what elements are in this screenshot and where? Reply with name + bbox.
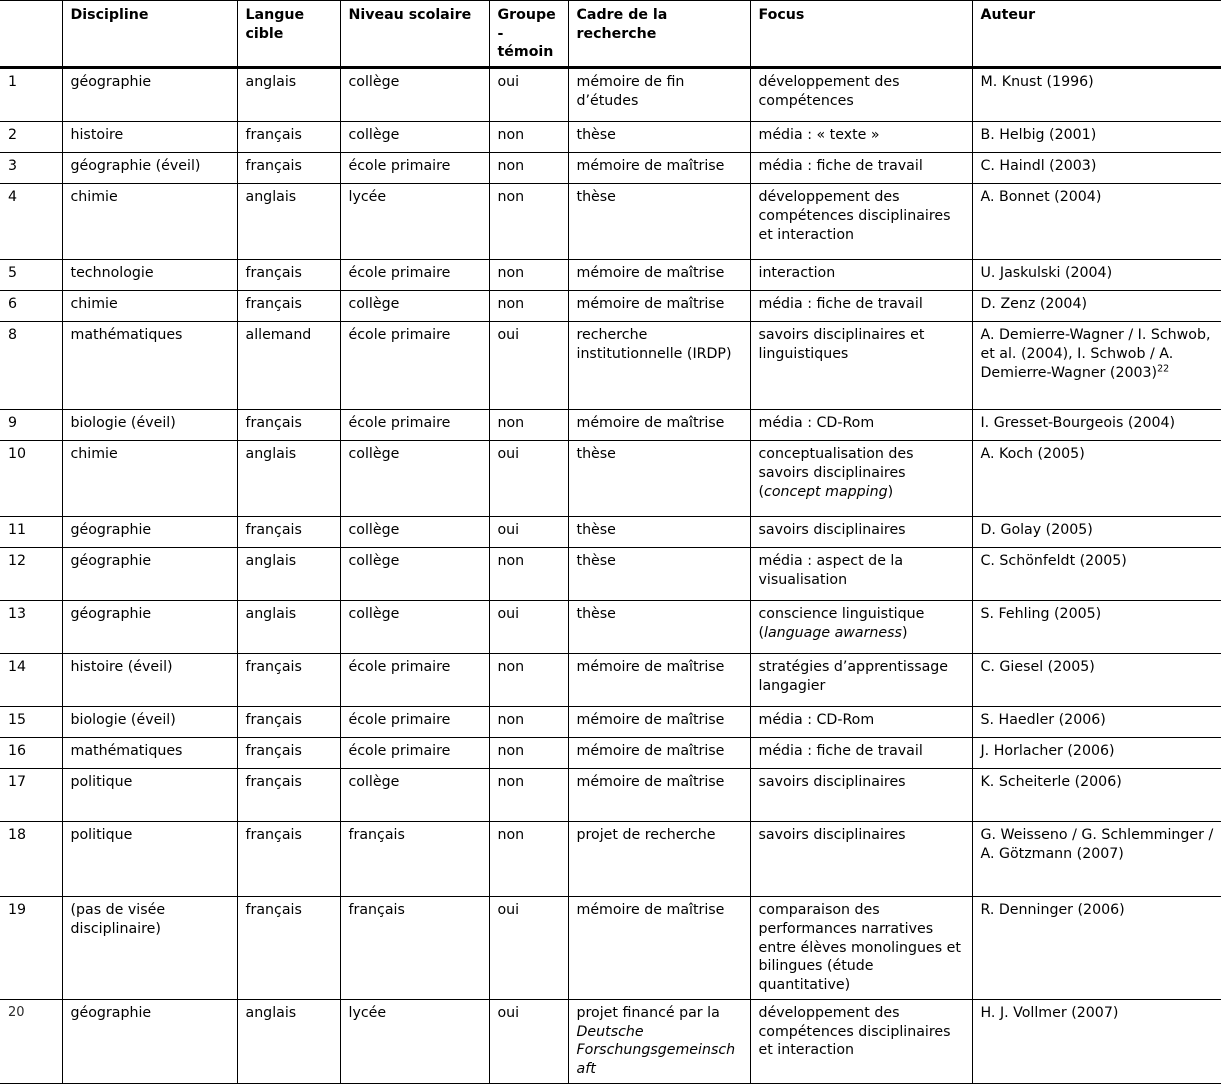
- cell-discipline: histoire (éveil): [62, 654, 237, 707]
- cell-groupe-temoin: non: [489, 122, 568, 153]
- cell-niveau-scolaire: collège: [340, 769, 489, 822]
- cell-auteur: C. Giesel (2005): [972, 654, 1221, 707]
- cell-focus: stratégies d’apprentissage langagier: [750, 654, 972, 707]
- cell-auteur: A. Koch (2005): [972, 441, 1221, 517]
- cell-niveau-scolaire: collège: [340, 601, 489, 654]
- cell-focus: savoirs disciplinaires et linguistiques: [750, 322, 972, 410]
- cell-langue-cible: français: [237, 738, 340, 769]
- cell-niveau-scolaire: école primaire: [340, 410, 489, 441]
- cell-auteur: D. Zenz (2004): [972, 291, 1221, 322]
- cell-langue-cible: français: [237, 654, 340, 707]
- table-row: [0, 260, 1221, 291]
- cell-focus: savoirs disciplinaires: [750, 517, 972, 548]
- cell-langue-cible: français: [237, 291, 340, 322]
- cell-focus: [750, 601, 972, 654]
- cell-focus: média : CD-Rom: [750, 707, 972, 738]
- table-row: [0, 654, 1221, 707]
- header-groupe-line1: Groupe-: [497, 7, 556, 42]
- cell-discipline: histoire: [62, 122, 237, 153]
- cell-langue-cible: français: [237, 897, 340, 1000]
- cell-discipline: politique: [62, 822, 237, 897]
- cell-auteur: B. Helbig (2001): [972, 122, 1221, 153]
- cell-discipline: géographie (éveil): [62, 153, 237, 184]
- cell-langue-cible: anglais: [237, 68, 340, 122]
- cell-cadre-recherche: thèse: [568, 601, 750, 654]
- cell-langue-cible: français: [237, 707, 340, 738]
- cell-auteur: S. Haedler (2006): [972, 707, 1221, 738]
- cell-groupe-temoin: non: [489, 822, 568, 897]
- cell-cadre-recherche: mémoire de maîtrise: [568, 707, 750, 738]
- row-number: 18: [0, 822, 62, 897]
- table-row: [0, 153, 1221, 184]
- cell-discipline: chimie: [62, 441, 237, 517]
- column-header-niveau-scolaire: Niveau scolaire: [340, 1, 489, 68]
- cell-niveau-scolaire: français: [340, 897, 489, 1000]
- cell-langue-cible: anglais: [237, 548, 340, 601]
- table-row: [0, 769, 1221, 822]
- column-header-langue-cible: [237, 1, 340, 68]
- cell-cadre-recherche: mémoire de maîtrise: [568, 153, 750, 184]
- cell-niveau-scolaire: français: [340, 822, 489, 897]
- header-groupe-line2: témoin: [497, 44, 554, 61]
- cell-discipline: (pas de visée disciplinaire): [62, 897, 237, 1000]
- cell-focus: média : fiche de travail: [750, 153, 972, 184]
- cell-focus: média : aspect de la visualisation: [750, 548, 972, 601]
- cell-niveau-scolaire: école primaire: [340, 654, 489, 707]
- table-row: [0, 291, 1221, 322]
- cell-cadre-recherche: mémoire de maîtrise: [568, 769, 750, 822]
- row-number: 8: [0, 322, 62, 410]
- cell-langue-cible: français: [237, 769, 340, 822]
- cell-auteur: U. Jaskulski (2004): [972, 260, 1221, 291]
- cell-langue-cible: français: [237, 822, 340, 897]
- cell-focus: développement des compétences: [750, 68, 972, 122]
- cell-auteur: S. Fehling (2005): [972, 601, 1221, 654]
- table-header: [0, 1, 1221, 68]
- cell-groupe-temoin: oui: [489, 999, 568, 1083]
- cell-discipline: technologie: [62, 260, 237, 291]
- cell-langue-cible: français: [237, 517, 340, 548]
- cell-focus: interaction: [750, 260, 972, 291]
- cell-niveau-scolaire: collège: [340, 68, 489, 122]
- header-langue-line1: Langue: [245, 7, 305, 23]
- cell-discipline: géographie: [62, 601, 237, 654]
- cell-auteur: K. Scheiterle (2006): [972, 769, 1221, 822]
- cell-discipline: mathématiques: [62, 738, 237, 769]
- column-header-auteur: Auteur: [972, 1, 1221, 68]
- cell-focus: média : fiche de travail: [750, 291, 972, 322]
- cell-cadre-recherche: thèse: [568, 548, 750, 601]
- table-row: [0, 68, 1221, 122]
- cell-langue-cible: anglais: [237, 601, 340, 654]
- cell-niveau-scolaire: école primaire: [340, 260, 489, 291]
- cell-focus: média : CD-Rom: [750, 410, 972, 441]
- cell-focus: média : fiche de travail: [750, 738, 972, 769]
- cadre-italic-title: Deutsche Forschungsgemeinschaft: [576, 1023, 736, 1078]
- cell-groupe-temoin: non: [489, 769, 568, 822]
- cell-langue-cible: allemand: [237, 322, 340, 410]
- cell-groupe-temoin: oui: [489, 897, 568, 1000]
- focus-italic-term: language awarness: [764, 624, 902, 641]
- cell-focus: développement des compétences disciplinaires et interaction: [750, 999, 972, 1083]
- cell-groupe-temoin: non: [489, 184, 568, 260]
- cell-langue-cible: français: [237, 260, 340, 291]
- cell-groupe-temoin: non: [489, 738, 568, 769]
- cell-niveau-scolaire: école primaire: [340, 738, 489, 769]
- row-number: 14: [0, 654, 62, 707]
- cell-cadre-recherche: mémoire de maîtrise: [568, 410, 750, 441]
- row-number: 13: [0, 601, 62, 654]
- cell-langue-cible: anglais: [237, 441, 340, 517]
- cell-focus: [750, 441, 972, 517]
- cell-auteur: A. Bonnet (2004): [972, 184, 1221, 260]
- row-number: 2: [0, 122, 62, 153]
- row-number: 12: [0, 548, 62, 601]
- cell-discipline: mathématiques: [62, 322, 237, 410]
- cell-discipline: chimie: [62, 184, 237, 260]
- row-number: 4: [0, 184, 62, 260]
- cell-niveau-scolaire: lycée: [340, 999, 489, 1083]
- cell-cadre-recherche: mémoire de maîtrise: [568, 291, 750, 322]
- row-number: 19: [0, 897, 62, 1000]
- table-row: [0, 707, 1221, 738]
- row-number: 1: [0, 68, 62, 122]
- cell-cadre-recherche: mémoire de maîtrise: [568, 738, 750, 769]
- cell-auteur: I. Gresset-Bourgeois (2004): [972, 410, 1221, 441]
- cell-cadre-recherche: mémoire de maîtrise: [568, 260, 750, 291]
- cell-groupe-temoin: non: [489, 707, 568, 738]
- cell-langue-cible: français: [237, 153, 340, 184]
- cell-discipline: biologie (éveil): [62, 707, 237, 738]
- cell-discipline: politique: [62, 769, 237, 822]
- table-row: [0, 822, 1221, 897]
- cell-niveau-scolaire: collège: [340, 441, 489, 517]
- cell-auteur: [972, 322, 1221, 410]
- row-number: 6: [0, 291, 62, 322]
- row-number: 3: [0, 153, 62, 184]
- focus-text: conceptualisation des savoirs disciplinaires (: [758, 446, 914, 500]
- cell-auteur: C. Haindl (2003): [972, 153, 1221, 184]
- cell-cadre-recherche: projet de recherche: [568, 822, 750, 897]
- table-row: [0, 738, 1221, 769]
- cell-niveau-scolaire: collège: [340, 122, 489, 153]
- cell-groupe-temoin: non: [489, 548, 568, 601]
- cell-discipline: chimie: [62, 291, 237, 322]
- cell-groupe-temoin: oui: [489, 517, 568, 548]
- cell-auteur: M. Knust (1996): [972, 68, 1221, 122]
- cell-groupe-temoin: oui: [489, 322, 568, 410]
- cell-niveau-scolaire: collège: [340, 517, 489, 548]
- cell-groupe-temoin: non: [489, 654, 568, 707]
- cell-niveau-scolaire: école primaire: [340, 322, 489, 410]
- cell-focus: développement des compétences disciplinaires et interaction: [750, 184, 972, 260]
- cell-cadre-recherche: [568, 999, 750, 1083]
- cell-auteur: R. Denninger (2006): [972, 897, 1221, 1000]
- table-row: [0, 999, 1221, 1083]
- focus-text-tail: ): [887, 483, 894, 500]
- row-number: 5: [0, 260, 62, 291]
- cell-cadre-recherche: mémoire de fin d’études: [568, 68, 750, 122]
- cell-niveau-scolaire: collège: [340, 548, 489, 601]
- cell-groupe-temoin: non: [489, 410, 568, 441]
- column-header-cadre-recherche: Cadre de la recherche: [568, 1, 750, 68]
- cell-discipline: biologie (éveil): [62, 410, 237, 441]
- cell-groupe-temoin: non: [489, 291, 568, 322]
- cell-discipline: géographie: [62, 68, 237, 122]
- cell-groupe-temoin: non: [489, 153, 568, 184]
- cell-langue-cible: français: [237, 410, 340, 441]
- cell-groupe-temoin: oui: [489, 601, 568, 654]
- row-number: 15: [0, 707, 62, 738]
- cell-cadre-recherche: thèse: [568, 517, 750, 548]
- table-row: [0, 122, 1221, 153]
- table-row: [0, 548, 1221, 601]
- cell-auteur: J. Horlacher (2006): [972, 738, 1221, 769]
- table-row: [0, 517, 1221, 548]
- focus-text-tail: ): [901, 624, 908, 641]
- cell-discipline: géographie: [62, 517, 237, 548]
- cell-groupe-temoin: non: [489, 260, 568, 291]
- row-number: 10: [0, 441, 62, 517]
- table-row: [0, 410, 1221, 441]
- cell-auteur: C. Schönfeldt (2005): [972, 548, 1221, 601]
- cell-cadre-recherche: mémoire de maîtrise: [568, 654, 750, 707]
- cell-auteur: D. Golay (2005): [972, 517, 1221, 548]
- cell-cadre-recherche: recherche institutionnelle (IRDP): [568, 322, 750, 410]
- cell-niveau-scolaire: école primaire: [340, 707, 489, 738]
- table-row: [0, 184, 1221, 260]
- header-row: [0, 1, 1221, 68]
- row-number: 20: [0, 999, 62, 1083]
- cell-langue-cible: anglais: [237, 999, 340, 1083]
- table-row: [0, 897, 1221, 1000]
- cell-focus: comparaison des performances narratives entre élèves monolingues et bilingues (étude quantitative): [750, 897, 972, 1000]
- cell-niveau-scolaire: lycée: [340, 184, 489, 260]
- focus-italic-term: concept mapping: [764, 483, 888, 500]
- table-row: [0, 322, 1221, 410]
- footnote-marker: 22: [1157, 362, 1170, 374]
- auteur-text: A. Demierre-Wagner / I. Schwob, et al. (2004), I. Schwob / A. Demierre-Wagner (2003): [980, 327, 1211, 381]
- cadre-text: projet financé par la: [576, 1004, 720, 1021]
- cell-discipline: géographie: [62, 548, 237, 601]
- row-number: 9: [0, 410, 62, 441]
- row-number: 17: [0, 769, 62, 822]
- focus-text: conscience linguistique (: [758, 606, 925, 641]
- cell-langue-cible: français: [237, 122, 340, 153]
- cell-cadre-recherche: mémoire de maîtrise: [568, 897, 750, 1000]
- cell-auteur: H. J. Vollmer (2007): [972, 999, 1221, 1083]
- cell-auteur: G. Weisseno / G. Schlemminger / A. Götzmann (2007): [972, 822, 1221, 897]
- cell-cadre-recherche: thèse: [568, 441, 750, 517]
- cell-focus: savoirs disciplinaires: [750, 769, 972, 822]
- table-row: [0, 441, 1221, 517]
- column-header-focus: Focus: [750, 1, 972, 68]
- cell-niveau-scolaire: école primaire: [340, 153, 489, 184]
- cell-focus: savoirs disciplinaires: [750, 822, 972, 897]
- table-row: [0, 601, 1221, 654]
- cell-cadre-recherche: thèse: [568, 184, 750, 260]
- column-header-number: [0, 1, 62, 68]
- table-body: [0, 68, 1221, 1084]
- column-header-discipline: Discipline: [62, 1, 237, 68]
- row-number: 11: [0, 517, 62, 548]
- header-langue-line2: cible: [245, 25, 284, 42]
- row-number: 16: [0, 738, 62, 769]
- cell-focus: média : « texte »: [750, 122, 972, 153]
- cell-langue-cible: anglais: [237, 184, 340, 260]
- cell-discipline: géographie: [62, 999, 237, 1083]
- cell-cadre-recherche: thèse: [568, 122, 750, 153]
- cell-groupe-temoin: oui: [489, 68, 568, 122]
- column-header-groupe-temoin: [489, 1, 568, 68]
- cell-groupe-temoin: oui: [489, 441, 568, 517]
- cell-niveau-scolaire: collège: [340, 291, 489, 322]
